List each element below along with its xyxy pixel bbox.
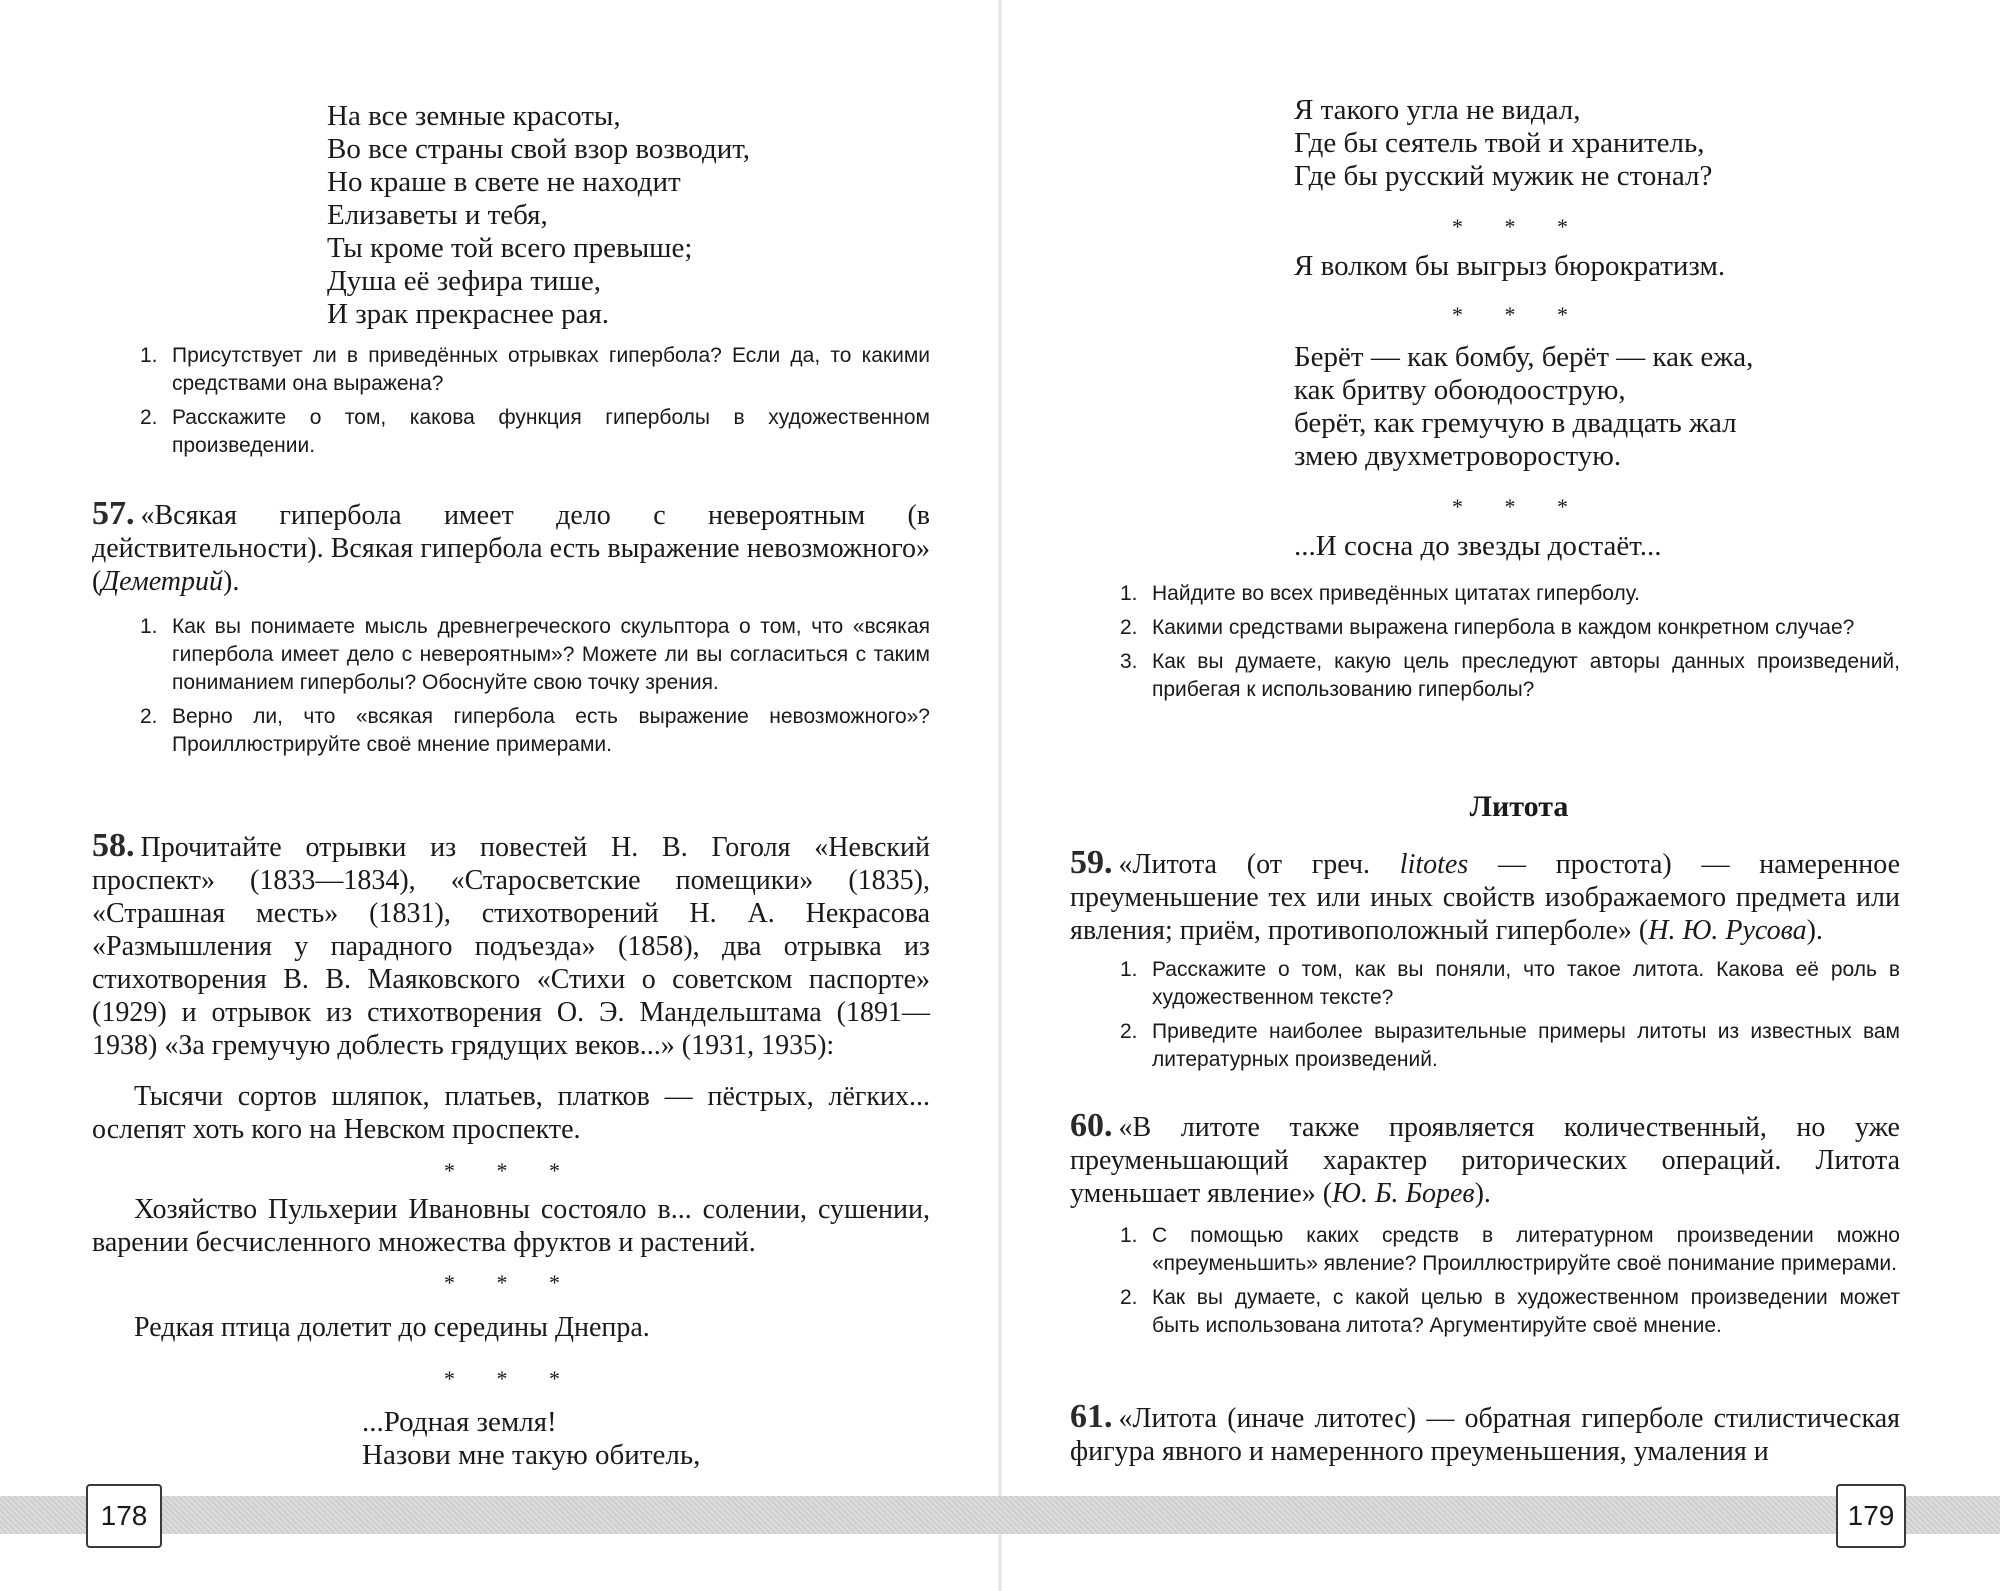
footer-band [0, 1496, 2000, 1534]
question-item [1120, 956, 1900, 1012]
verse-line: ...Родная земля! [362, 1406, 557, 1438]
question-item [140, 342, 930, 398]
exercise-text: «В литоте также проявляется количественный, но уже преуменьшающий характер риторических операций. Литота уменьшает явление» ( [1070, 1112, 1900, 1209]
question-item [1120, 580, 1900, 608]
verse-line: Ты кроме той всего превыше; [327, 232, 693, 264]
verse-line: Во все страны свой взор возводит, [327, 133, 750, 165]
question-text: Приведите наиболее выразительные примеры литоты из известных вам литературных произведений. [1152, 1020, 1900, 1071]
exercise-60 [1070, 1109, 1900, 1210]
exercise-number: 58. [92, 827, 135, 864]
right-page [1000, 0, 2000, 1591]
separator-stars: * * * [444, 1366, 578, 1391]
section-heading: Литота [1469, 790, 1569, 823]
question-number: 1. [140, 344, 158, 367]
verse-block [1294, 530, 1662, 563]
exercise-number: 59. [1070, 844, 1113, 881]
punct: ). [1806, 915, 1823, 946]
quote-author: Ю. Б. Борев [1332, 1178, 1475, 1209]
verse-line: Я волком бы выгрыз бюрократизм. [1294, 250, 1726, 282]
question-text: Расскажите о том, какова функция гиперболы в художественном произведении. [172, 406, 930, 457]
verse-line: Берёт — как бомбу, берёт — как ежа, [1294, 341, 1754, 373]
verse-line: Но краше в свете не находит [327, 166, 681, 198]
exercise-text: Прочитайте отрывки из повестей Н. В. Гоголя «Невский проспект» (1833—1834), «Старосветские помещики» (1835), «Страшная месть» (1831), стихотворений Н. А. Некрасова «Размышления у парадного подъезда» (1858), два отрывка из стихотворения В. В. Маяковского «Стихи о советском паспорте» (1929) и отрывок из стихотворения О. Э. Мандельштама (1891—1938) «За гремучую доблесть грядущих веков...» (1931, 1935): [92, 832, 930, 1061]
separator-stars: * * * [444, 1270, 578, 1295]
question-number: 2. [1120, 616, 1138, 639]
quote-gogol-2: Хозяйство Пульхерии Ивановны состояло в... солении, сушении, варении бесчисленного множества фруктов и растений. [92, 1194, 930, 1258]
verse-line: И зрак прекраснее рая. [327, 298, 610, 330]
verse-line: как бритву обоюдоострую, [1294, 374, 1626, 406]
punct: ). [1474, 1178, 1491, 1209]
exercise-text: «Всякая гипербола имеет дело с невероятным (в действительности). Всякая гипербола есть выражение невозможного» [92, 500, 930, 564]
exercise-61 [1070, 1400, 1900, 1468]
verse-line: Где бы русский мужик не стонал? [1294, 160, 1713, 192]
verse-line: Я такого угла не видал, [1294, 94, 1581, 126]
verse-line: На все земные красоты, [327, 100, 621, 132]
verse-block [362, 1406, 700, 1472]
question-item [140, 613, 930, 697]
question-number: 1. [1120, 1224, 1138, 1247]
verse-line: Где бы сеятель твой и хранитель, [1294, 127, 1705, 159]
exercise-57: 57. «Всякая гипербола имеет дело с невероятным (в действительности). Всякая гипербола есть выражение невозможного» (Деметрий). [92, 495, 930, 597]
question-list [140, 613, 930, 765]
foreign-term: litotes [1399, 849, 1469, 880]
quote-author: Н. Ю. Русова [1648, 915, 1807, 946]
exercise-text: «Литота (иначе литотес) — обратная гиперболе стилистическая фигура явного и намеренного преуменьшения, умаления и [1070, 1403, 1900, 1467]
separator-stars: * * * [1452, 214, 1586, 239]
question-number: 1. [1120, 958, 1138, 981]
exercise-number: 60. [1070, 1107, 1113, 1144]
question-number: 2. [140, 705, 158, 728]
question-text: Найдите во всех приведённых цитатах гиперболу. [1152, 582, 1640, 605]
page-number-right: 179 [1836, 1484, 1906, 1548]
verse-block [1294, 341, 1753, 473]
question-number: 1. [140, 615, 158, 638]
verse-line: ...И сосна до звезды достаёт... [1294, 530, 1662, 562]
page-number-left: 178 [86, 1484, 162, 1548]
question-item [1120, 1284, 1900, 1340]
verse-line: Елизаветы и тебя, [327, 199, 548, 231]
verse-line: Душа её зефира тише, [327, 265, 601, 297]
question-item [140, 703, 930, 759]
quote-author: Деметрий [101, 566, 224, 597]
question-number: 1. [1120, 582, 1138, 605]
quote-gogol-1: Тысячи сортов шляпок, платьев, платков — пёстрых, лёгких... ослепят хоть кого на Невском проспекте. [92, 1081, 930, 1145]
question-text: Расскажите о том, как вы поняли, что такое литота. Какова её роль в художественном тексте? [1152, 958, 1900, 1009]
question-text: Как вы думаете, с какой целью в художественном произведении может быть использована литота? Аргументируйте своё мнение. [1152, 1286, 1900, 1337]
exercise-text: — простота) — намеренное преуменьшение тех или иных свойств изображаемого предмета или явления; приём, противоположный гиперболе» ( [1070, 849, 1901, 946]
question-item [1120, 614, 1900, 642]
question-text: Присутствует ли в приведённых отрывках гипербола? Если да, то какими средствами она выражена? [172, 344, 930, 395]
punct: . [232, 566, 240, 597]
separator-stars: * * * [1452, 302, 1586, 327]
question-item [1120, 1222, 1900, 1278]
verse-block [1294, 250, 1725, 283]
question-item [1120, 648, 1900, 704]
question-item [140, 404, 930, 460]
verse-line: Назови мне такую обитель, [362, 1439, 701, 1471]
separator-stars: * * * [444, 1158, 578, 1183]
question-number: 3. [1120, 650, 1138, 673]
question-text: С помощью каких средств в литературном произведении можно «преуменьшить» явление? Проиллюстрируйте своё понимание примерами. [1152, 1224, 1900, 1275]
verse-line: берёт, как гремучую в двадцать жал [1294, 407, 1737, 439]
verse-block [327, 100, 750, 331]
question-text: Верно ли, что «всякая гипербола есть выражение невозможного»? Проиллюстрируйте своё мнение примерами. [172, 705, 930, 756]
question-number: 2. [140, 406, 158, 429]
question-list [140, 342, 930, 466]
separator-stars: * * * [1452, 494, 1586, 519]
verse-block [1294, 94, 1712, 193]
question-item [1120, 1018, 1900, 1074]
exercise-number: 57. [92, 495, 135, 532]
question-number: 2. [1120, 1020, 1138, 1043]
exercise-number: 61. [1070, 1398, 1113, 1435]
exercise-58 [92, 829, 930, 1062]
quote-gogol-3: Редкая птица долетит до середины Днепра. [134, 1312, 650, 1343]
question-list [1120, 580, 1900, 710]
verse-line: змею двухметроворостую. [1294, 440, 1622, 472]
exercise-text: «Литота (от греч. [1118, 849, 1371, 880]
question-text: Как вы понимаете мысль древнегреческого скульптора о том, что «всякая гипербола имеет дело с невероятным»? Можете ли вы согласиться с таким пониманием гиперболы? Обоснуйте свою точку зрения. [172, 615, 930, 694]
exercise-59 [1070, 846, 1900, 947]
question-text: Как вы думаете, какую цель преследуют авторы данных произведений, прибегая к использованию гиперболы? [1152, 650, 1900, 701]
question-text: Какими средствами выражена гипербола в каждом конкретном случае? [1152, 616, 1855, 639]
question-number: 2. [1120, 1286, 1138, 1309]
question-list [1120, 1222, 1900, 1346]
question-list [1120, 956, 1900, 1080]
